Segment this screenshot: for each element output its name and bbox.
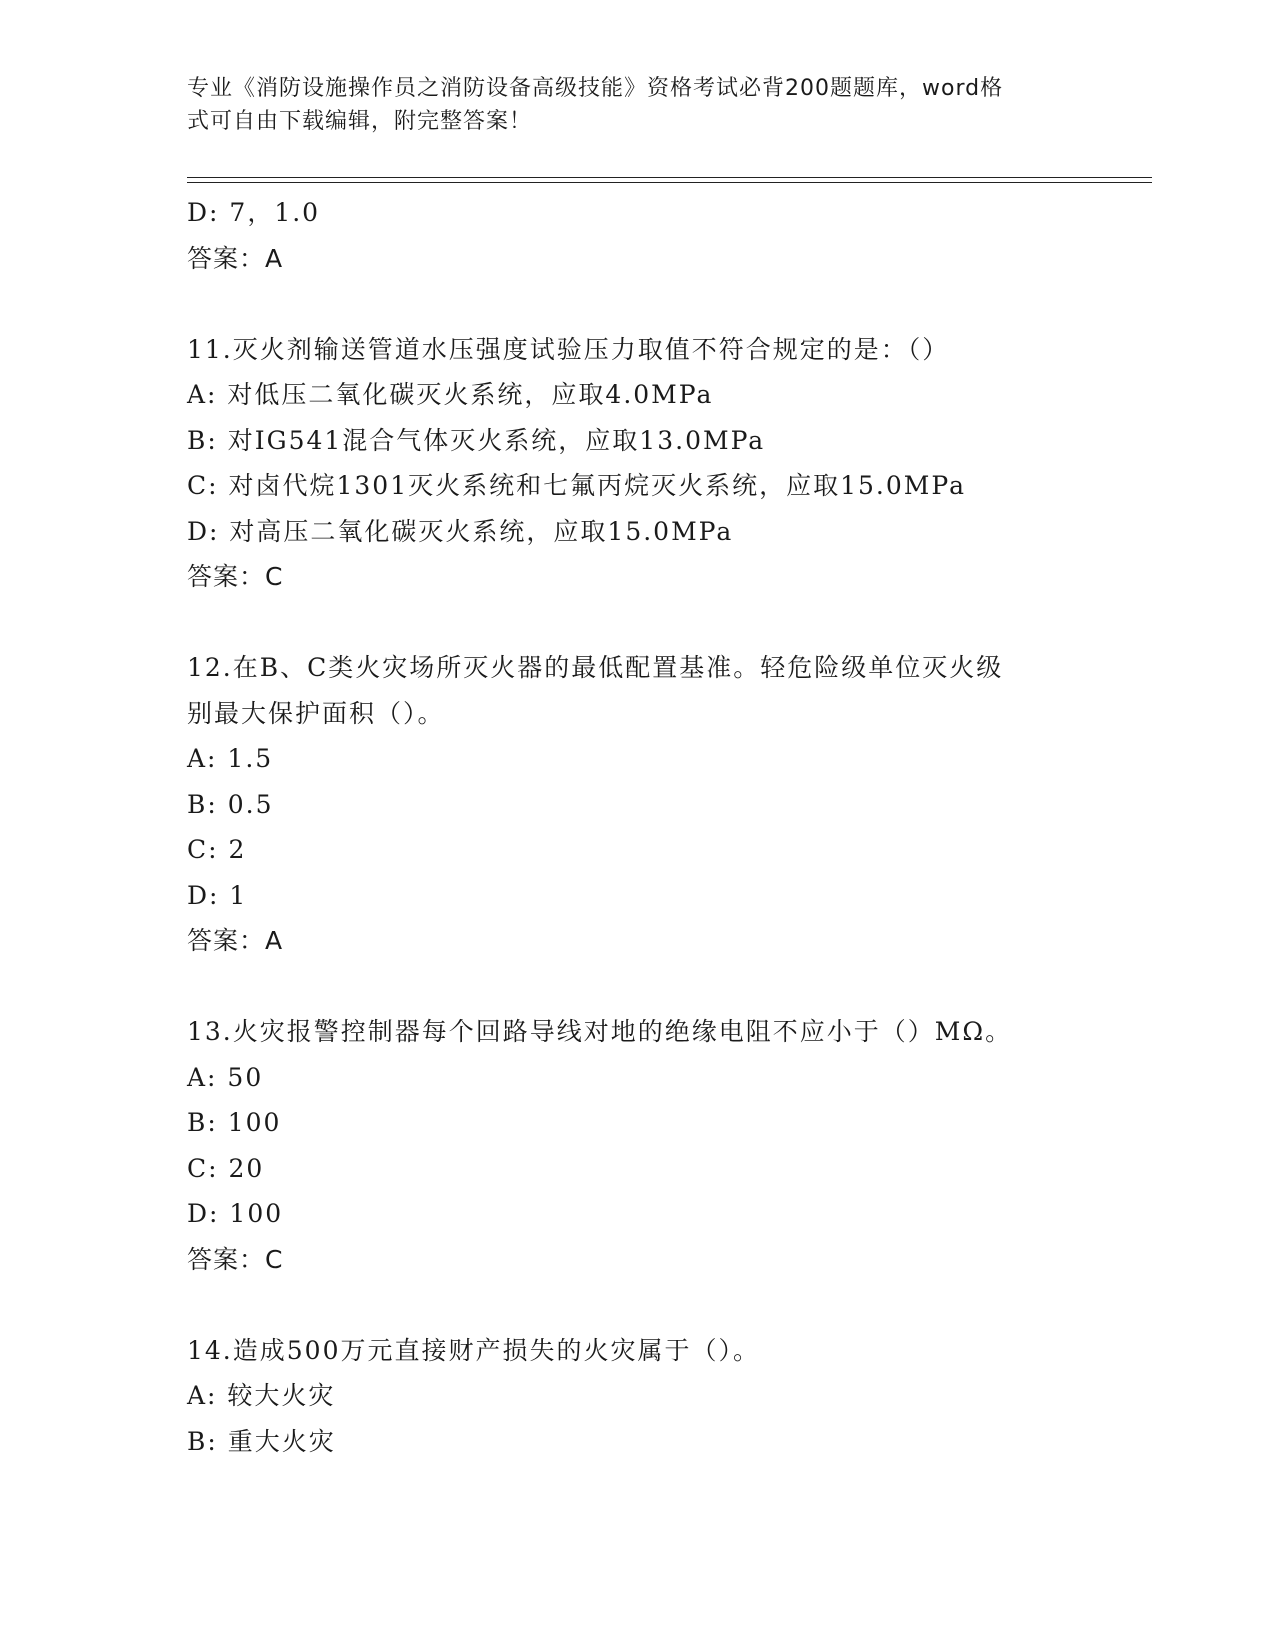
document-header <box>187 72 1067 138</box>
question-stem-continued: 别最大保护面积（）。 <box>187 698 445 728</box>
option-b: B: 对IG541混合气体灭火系统，应取13.0MPa <box>187 425 766 455</box>
question-stem: 14.造成500万元直接财产损失的火灾属于（）。 <box>187 1335 760 1365</box>
option-d: D: 1 <box>187 880 248 910</box>
prev-option-d: D: 7，1.0 <box>187 198 321 227</box>
option-a: A: 50 <box>187 1062 264 1092</box>
question-stem: 12.在B、C类火灾场所灭火器的最低配置基准。轻危险级单位灭火级 <box>187 653 1004 682</box>
header-divider-bottom <box>187 182 1152 183</box>
question-stem: 11.灭火剂输送管道水压强度试验压力取值不符合规定的是：（） <box>187 334 950 364</box>
question-12 <box>187 645 1087 964</box>
option-c: C: 对卤代烷1301灭火系统和七氟丙烷灭火系统，应取15.0MPa <box>187 471 966 500</box>
question-13 <box>187 1009 1087 1282</box>
answer: 答案：C <box>187 562 284 591</box>
question-11 <box>187 327 1087 600</box>
question-stem: 13.火灾报警控制器每个回路导线对地的绝缘电阻不应小于（）MΩ。 <box>187 1017 1013 1046</box>
header-line-2: 式可自由下载编辑，附完整答案！ <box>187 109 533 134</box>
header-line-1: 专业《消防设施操作员之消防设备高级技能》资格考试必背200题题库，word格 <box>187 76 1004 101</box>
option-b: B: 0.5 <box>187 789 274 819</box>
option-a: A: 1.5 <box>187 744 274 773</box>
spacer <box>187 281 1087 327</box>
option-d: D: 对高压二氧化碳灭火系统，应取15.0MPa <box>187 516 734 546</box>
option-a: A: 对低压二氧化碳灭火系统，应取4.0MPa <box>187 380 714 409</box>
option-c: C: 20 <box>187 1153 265 1183</box>
question-14 <box>187 1328 1087 1465</box>
spacer <box>187 964 1087 1010</box>
prev-answer: 答案：A <box>187 243 284 273</box>
spacer <box>187 600 1087 646</box>
option-a: A: 较大火灾 <box>187 1381 336 1410</box>
option-c: C: 2 <box>187 835 247 864</box>
header-divider-top <box>187 177 1152 178</box>
option-b: B: 重大火灾 <box>187 1426 336 1456</box>
option-b: B: 100 <box>187 1108 282 1137</box>
spacer <box>187 1282 1087 1328</box>
answer: 答案：A <box>187 926 284 955</box>
question-list <box>187 190 1087 1464</box>
answer: 答案：C <box>187 1244 284 1274</box>
option-d: D: 100 <box>187 1199 284 1228</box>
